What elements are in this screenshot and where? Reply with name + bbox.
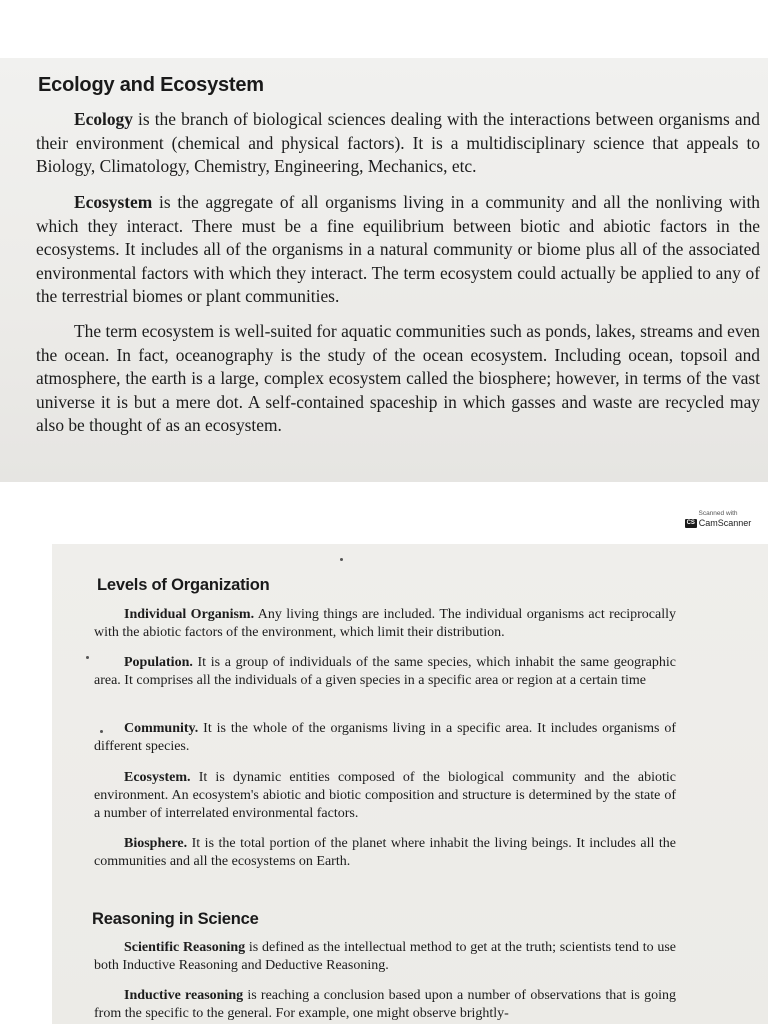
paragraph-aquatic — [36, 320, 760, 438]
level-population — [94, 654, 676, 690]
level-individual-organism — [94, 606, 676, 642]
scanned-page-levels — [52, 544, 768, 1024]
level-biosphere — [94, 835, 676, 871]
term-inductive-reasoning: Inductive reasoning — [124, 988, 244, 1003]
camscanner-name: CamScanner — [698, 518, 752, 528]
paragraph-text: It is the whole of the organisms living in a specific area. It includes organisms of different species. — [94, 721, 676, 754]
camscanner-watermark — [682, 510, 754, 528]
paragraph-text: is the branch of biological sciences dealing with the interactions between organisms and their environment (chemical and physical factors). It is a multidisciplinary science that appeals to Biology, Climatology, Chemistry, Engineering, Mechanics, etc. — [36, 109, 760, 176]
level-ecosystem — [94, 769, 676, 823]
level-community — [94, 720, 676, 756]
term-ecology: Ecology — [74, 109, 133, 129]
paragraph-ecosystem — [36, 191, 760, 309]
term-biosphere: Biosphere. — [124, 836, 188, 851]
paragraph-text: is reaching a conclusion based upon a number of observations that is going from the specific to the general. For example, one might observe brightly- — [94, 988, 677, 1021]
section-heading-reasoning: Reasoning in Science — [92, 910, 259, 928]
term-population: Population. — [124, 655, 193, 670]
term-community: Community. — [124, 721, 199, 736]
page-title: Ecology and Ecosystem — [38, 74, 264, 96]
paragraph-text: is defined as the intellectual method to get at the truth; scientists tend to use both Inductive Reasoning and Deductive Reasoning. — [94, 940, 676, 973]
paragraph-text: The term ecosystem is well-suited for aquatic communities such as ponds, lakes, streams and even the ocean. In fact, oceanography is the study of the ocean ecosystem. Including ocean, topsoil and atmosphere, the earth is a large, complex ecosystem called the biosphere; however, in terms of the vast universe it is but a mere dot. A self-contained spaceship in which gasses and waste are recycled may also be thought of as an ecosystem. — [36, 321, 760, 435]
term-ecosystem-level: Ecosystem. — [124, 770, 191, 785]
term-individual-organism: Individual Organism. — [124, 607, 255, 622]
scan-speck — [86, 656, 89, 659]
paragraph-text: It is the total portion of the planet where inhabit the living beings. It includes all the communities and all the ecosystems on Earth. — [94, 836, 676, 869]
paragraph-scientific-reasoning — [94, 939, 676, 975]
paragraph-text: is the aggregate of all organisms living in a community and all the nonliving with which they interact. There must be a fine equilibrium between biotic and abiotic factors in the ecosystems. It includes all of the organisms in a natural community or biome plus all of the associated environmental factors with which they interact. The term ecosystem could actually be applied to any of the terrestrial biomes or plant communities. — [36, 192, 760, 306]
paragraph-text: Any living things are included. The individual organisms act reciprocally with the abiotic factors of the environment, which limit their distribution. — [94, 607, 677, 640]
paragraph-text: It is dynamic entities composed of the biological community and the abiotic environment. An ecosystem's abiotic and biotic composition and structure is determined by the state of a number of interrelated environmental factors. — [94, 770, 676, 821]
scanned-page-ecology — [0, 58, 768, 482]
scanned-with-label: Scanned with — [698, 510, 738, 517]
term-scientific-reasoning: Scientific Reasoning — [124, 940, 246, 955]
paragraph-inductive-reasoning — [94, 987, 676, 1023]
section-heading-levels: Levels of Organization — [97, 576, 270, 594]
scan-speck — [340, 558, 343, 561]
paragraph-text: It is a group of individuals of the same species, which inhabit the same geographic area. It comprises all the individuals of a given species in a specific area or region at a certain time — [94, 655, 676, 688]
paragraph-ecology — [36, 108, 760, 179]
camscanner-logo-icon: CS — [686, 519, 695, 526]
term-ecosystem: Ecosystem — [74, 192, 153, 212]
